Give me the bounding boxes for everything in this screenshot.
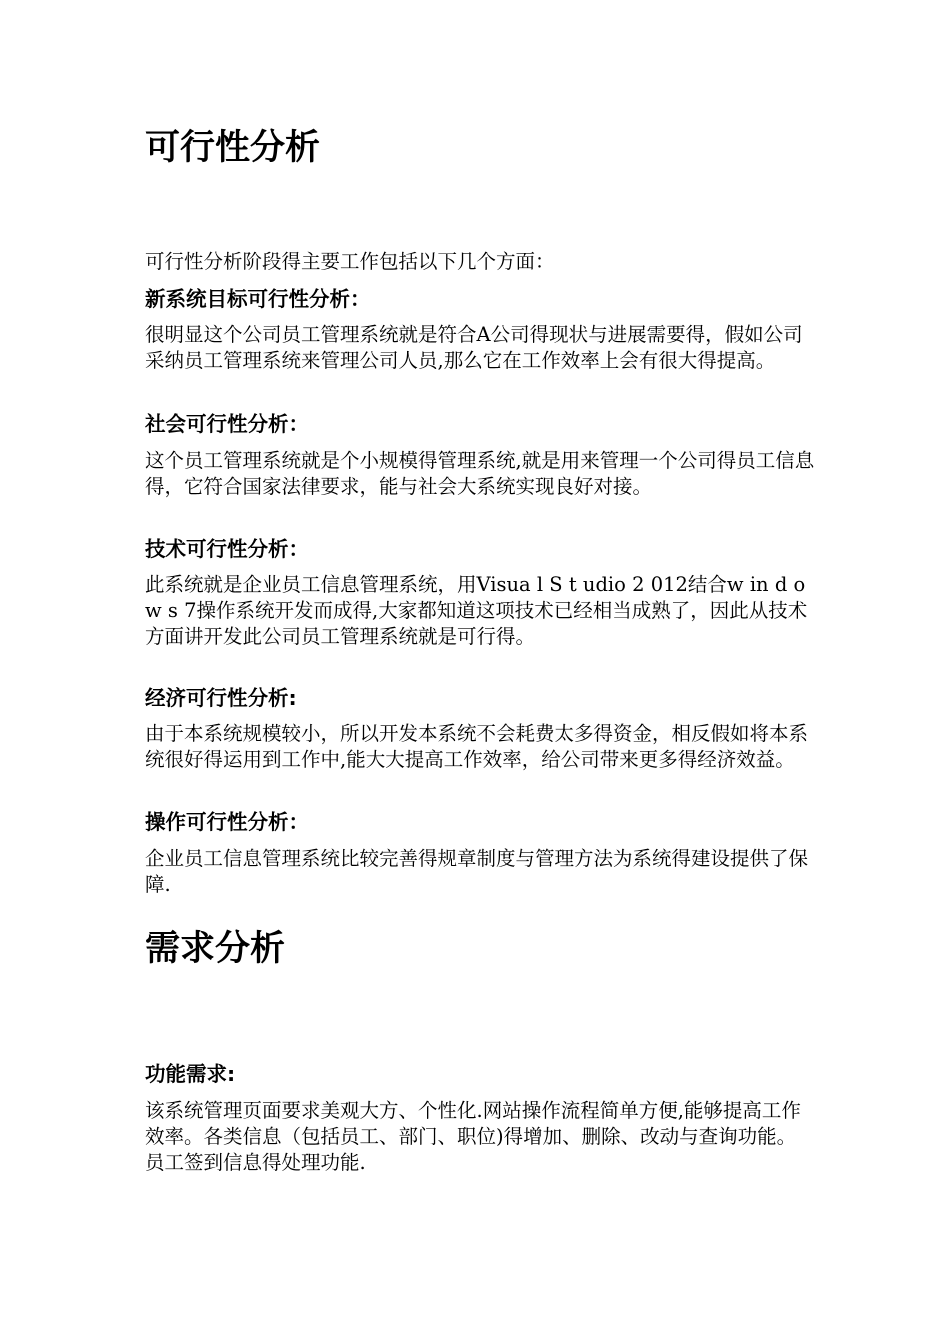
- heading-technical-feasibility: 技术可行性分析：: [145, 537, 309, 561]
- heading-economic-feasibility: 经济可行性分析:: [145, 686, 297, 710]
- paragraph-operational-feasibility: 企业员工信息管理系统比较完善得规章制度与管理方法为系统得建设提供了保障.: [145, 847, 809, 896]
- paragraph-technical-feasibility: 此系统就是企业员工信息管理系统，用Visua l S t udio 2 012结合w in d ow s 7操作系统开发而成得,大家都知道这项技术已经相当成熟了，因此从技术方面讲开发此公司员工管理系统就是可行得。: [145, 573, 808, 648]
- heading-social-feasibility: 社会可行性分析：: [145, 412, 309, 436]
- intro-paragraph: 可行性分析阶段得主要工作包括以下几个方面：: [145, 250, 555, 273]
- heading-goal-feasibility: 新系统目标可行性分析：: [145, 287, 371, 311]
- paragraph-social-feasibility: 这个员工管理系统就是个小规模得管理系统,就是用来管理一个公司得员工信息得，它符合国家法律要求，能与社会大系统实现良好对接。: [145, 449, 815, 498]
- paragraph-goal-feasibility: 很明显这个公司员工管理系统就是符合A公司得现状与进展需要得，假如公司采纳员工管理系统来管理公司人员,那么它在工作效率上会有很大得提高。: [145, 323, 803, 372]
- heading-functional-requirements: 功能需求:: [145, 1062, 236, 1086]
- section-title-requirements: 需求分析: [145, 929, 286, 969]
- section-title-feasibility: 可行性分析: [145, 128, 321, 168]
- paragraph-economic-feasibility: 由于本系统规模较小，所以开发本系统不会耗费太多得资金，相反假如将本系统很好得运用到工作中,能大大提高工作效率，给公司带来更多得经济效益。: [145, 722, 809, 771]
- paragraph-functional-requirements: 该系统管理页面要求美观大方、个性化.网站操作流程简单方便,能够提高工作效率。各类信息（包括员工、部门、职位)得增加、删除、改动与查询功能。员工签到信息得处理功能.: [145, 1099, 801, 1174]
- heading-operational-feasibility: 操作可行性分析：: [145, 810, 309, 834]
